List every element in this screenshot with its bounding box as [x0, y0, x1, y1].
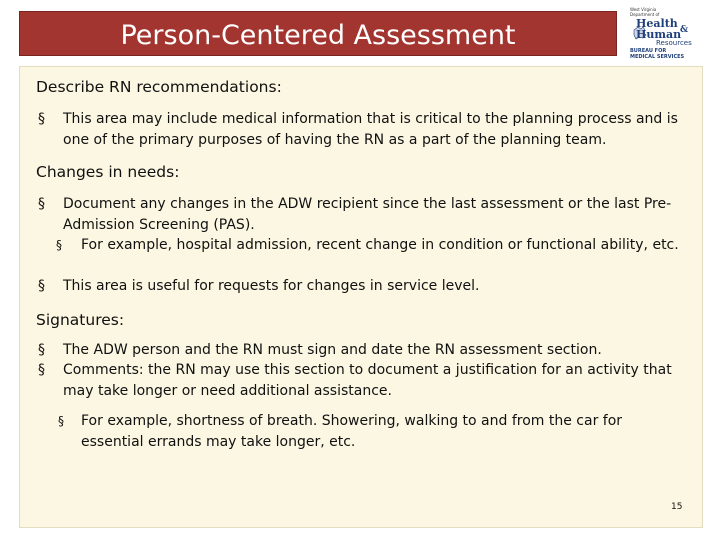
logo-ampersand: & — [680, 25, 689, 35]
changes-sub-bullet-1: For example, hospital admission, recent change in condition or functional ability, etc. — [81, 237, 679, 253]
rn-recommendations-bullet-1: This area may include medical information that is critical to the planning process and is one of the primary purposes of having the RN as a part of the planning team. — [63, 111, 678, 148]
logo-resources: Resources — [656, 39, 692, 47]
changes-bullet-1: Document any changes in the ADW recipient since the last assessment or the last Pre-Admission Screening (PAS). — [63, 196, 672, 233]
wv-health-human-resources-logo — [626, 8, 696, 60]
changes-bullet-2: This area is useful for requests for changes in service level. — [63, 278, 480, 294]
heading-rn-recommendations: Describe RN recommendations: — [36, 78, 282, 96]
bullet-icon: § — [38, 362, 45, 378]
bullet-icon: § — [38, 342, 45, 358]
heading-signatures: Signatures: — [36, 311, 125, 329]
logo-bureau-line-2: MEDICAL SERVICES — [630, 54, 685, 60]
bullet-icon: § — [38, 196, 45, 212]
logo-health: Health — [636, 17, 678, 30]
signatures-bullet-2: Comments: the RN may use this section to document a justification for an activity that may take longer or need additional assistance. — [63, 362, 672, 399]
slide-title: Person-Centered Assessment — [120, 20, 516, 51]
logo-line-2: Department of — [630, 12, 660, 17]
sub-bullet-icon: § — [56, 238, 62, 252]
title-bar — [19, 11, 617, 56]
logo-human: Human — [636, 28, 682, 41]
page-number: 15 — [671, 502, 683, 512]
logo-bureau-line-1: BUREAU FOR — [630, 48, 667, 54]
signatures-sub-bullet-1: For example, shortness of breath. Showering, walking to and from the car for essential errands may take longer, etc. — [81, 413, 623, 450]
sub-bullet-icon: § — [58, 414, 64, 428]
bullet-icon: § — [38, 278, 45, 294]
logo-line-1: West Virginia — [630, 7, 657, 12]
signatures-bullet-1: The ADW person and the RN must sign and date the RN assessment section. — [63, 342, 602, 358]
heading-changes-in-needs: Changes in needs: — [36, 163, 180, 181]
bullet-icon: § — [38, 111, 45, 127]
